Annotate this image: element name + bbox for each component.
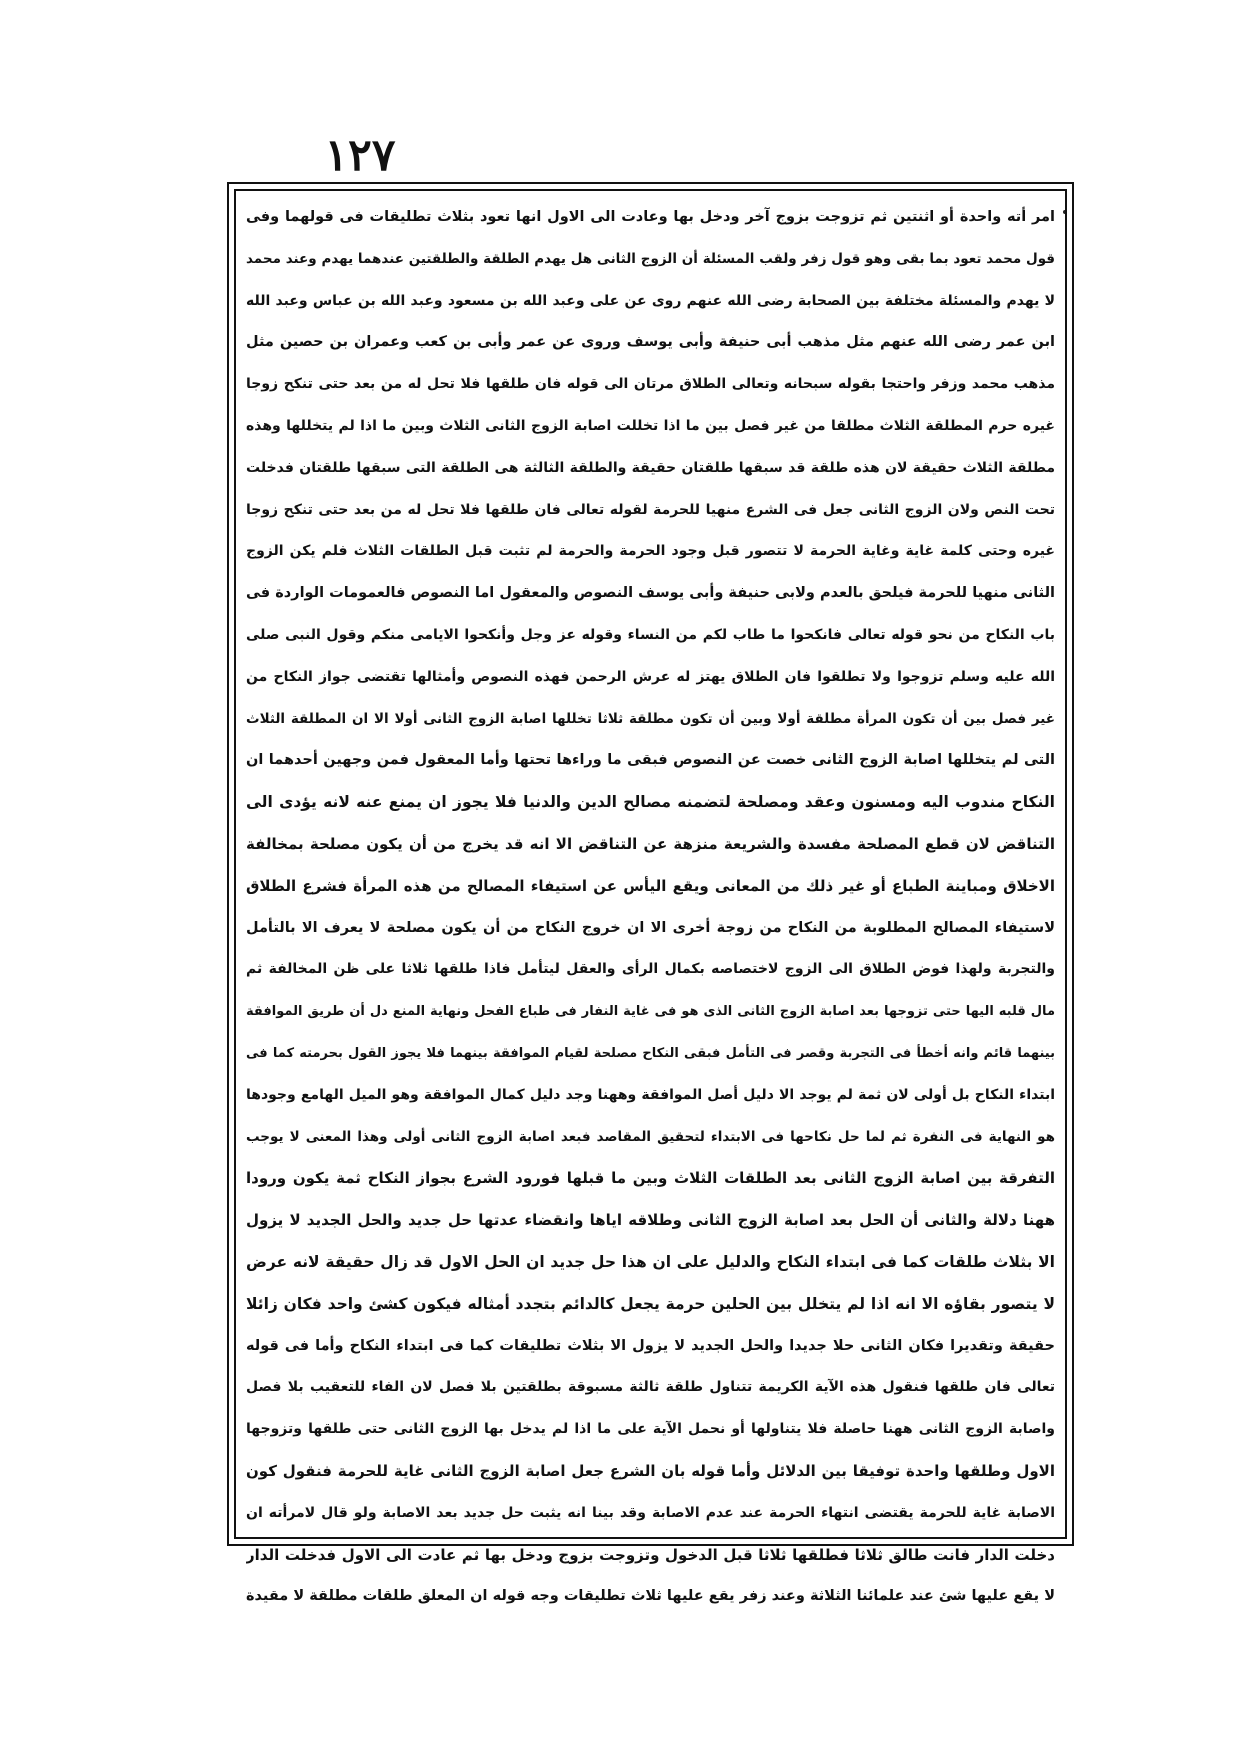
text-line: الا بثلاث طلقات كما فى ابتداء النكاح والدليل على ان هذا حل جديد ان الحل الاول قد زال حقيقة لانه عرض <box>246 1252 1055 1271</box>
text-frame-inner-border <box>234 189 1067 1605</box>
text-line: مطلقة الثلاث حقيقة لان هذه طلقة قد سبقها طلقتان حقيقة والطلقة الثالثة هى الطلقة التى سبقها طلقتان فدخلت <box>246 459 1055 476</box>
text-line: واصابة الزوج الثانى ههنا حاصلة فلا يتناولها أو نحمل الآية على ما اذا لم يدخل بها الزوج الثانى حتى طلقها وتزوجها <box>246 1421 1055 1438</box>
text-line: مذهب محمد وزفر واحتجا بقوله سبحانه وتعالى الطلاق مرتان الى قوله فان طلقها فلا تحل له من بعد حتى تنكح زوجا <box>246 376 1055 393</box>
text-line: والتجربة ولهذا فوض الطلاق الى الزوج لاختصاصه بكمال الرأى والعقل ليتأمل فاذا طلقها ثلاثا على ظن المخالفة ثم <box>246 961 1055 978</box>
text-line: الله عليه وسلم تزوجوا ولا تطلقوا فان الطلاق يهتز له عرش الرحمن فهذه النصوص وأمثالها تقتضى جواز النكاح من <box>246 668 1055 685</box>
text-line: ابتداء النكاح بل أولى لان ثمة لم يوجد الا دليل أصل الموافقة وههنا وجد دليل كمال الموافقة وهو الميل الهامع وجودها <box>246 1086 1055 1103</box>
text-line: غيره وحتى كلمة غاية وغاية الحرمة لا تتصور قبل وجود الحرمة والحرمة لم تثبت قبل الطلقات الثلاث فلم يكن الزوج <box>246 543 1055 560</box>
text-line: التناقض لان قطع المصلحة مفسدة والشريعة منزهة عن التناقض الا انه قد يخرج من أن يكون مصلحة بمخالفة <box>246 834 1055 853</box>
text-line: التى لم يتخللها اصابة الزوج الثانى خصت عن النصوص فبقى ما وراءها تحتها وأما المعقول فمن وجهين أحدهما ان <box>246 752 1055 769</box>
text-line: الاول وطلقها واحدة توفيقا بين الدلائل وأما قوله بان الشرع جعل اصابة الزوج الثانى غاية للحرمة فنقول كون <box>246 1461 1055 1480</box>
text-line: مال قلبه اليها حتى تزوجها بعد اصابة الزوج الثانى الذى هو فى غاية النفار فى طباع الفحل ونهاية المنع دل أن طريق الموافقة <box>246 1004 1055 1020</box>
text-line: لا يهدم والمسئلة مختلفة بين الصحابة رضى الله عنهم روى عن على وعبد الله بن مسعود وعبد الله بن عباس وعبد الله <box>246 292 1055 309</box>
text-line: تعالى فان طلقها فنقول هذه الآية الكريمة تتناول طلقة ثالثة مسبوقة بطلقتين بلا فصل لان الفاء للتعقيب بلا فصل <box>246 1379 1055 1396</box>
text-line: امر أته واحدة أو اثنتين ثم تزوجت بزوج آخر ودخل بها وعادت الى الاول انها تعود بثلاث تطليقات فى قولهما وفى <box>246 209 1055 225</box>
text-line: غيره حرم المطلقة الثلاث مطلقا من غير فصل بين ما اذا تخللت اصابة الزوج الثانى الثلاث وبين ما اذا لم يتخللها وهذه <box>246 417 1055 434</box>
text-line: لا يقع عليها شئ عند علمائنا الثلاثة وعند زفر يقع عليها ثلاث تطليقات وجه قوله ان المعلق طلقات مطلقة لا مقيدة <box>246 1588 1055 1605</box>
text-line: ابن عمر رضى الله عنهم مثل مذهب أبى حنيفة وأبى يوسف وروى عن عمر وأبى بن كعب وعمران بن حصين مثل <box>246 334 1055 351</box>
text-line: هو النهاية فى النفرة ثم لما حل نكاحها فى الابتداء لتحقيق المقاصد فبعد اصابة الزوج الثانى أولى وهذا المعنى لا يوجب <box>246 1128 1055 1145</box>
text-line: بينهما قائم وانه أخطأ فى التجربة وقصر فى التأمل فبقى النكاح مصلحة لقيام الموافقة بينهما فلا يجوز القول بحرمته كما فى <box>246 1045 1055 1061</box>
text-line: تحت النص ولان الزوج الثانى جعل فى الشرع منهيا للحرمة لقوله تعالى فان طلقها فلا تحل له من بعد حتى تنكح زوجا <box>246 501 1055 518</box>
body-text <box>246 197 1055 1605</box>
text-line: النكاح مندوب اليه ومسنون وعقد ومصلحة لتضمنه مصالح الدين والدنيا فلا يجوز ان يمنع عنه لانه يؤدى الى <box>246 793 1055 812</box>
text-line: لا يتصور بقاؤه الا انه اذا لم يتخلل بين الحلين حرمة يجعل كالدائم بتجدد أمثاله فيكون كشئ واحد فكان زائلا <box>246 1294 1055 1313</box>
text-line: باب النكاح من نحو قوله تعالى فانكحوا ما طاب لكم من النساء وقوله عز وجل وأنكحوا الايامى منكم وقول النبى صلى <box>246 626 1055 643</box>
text-line: غير فصل بين أن تكون المرأة مطلقة أولا وبين أن تكون مطلقة ثلاثا تخللها اصابة الزوج الثانى أولا الا ان المطلقة الثلاث <box>246 710 1055 727</box>
text-line: قول محمد تعود بما بقى وهو قول زفر ولقب المسئلة أن الزوج الثانى هل يهدم الطلقة والطلقتين عندهما يهدم وعند محمد <box>246 250 1055 267</box>
text-line: التفرقة بين اصابة الزوج الثانى بعد الطلقات الثلاث وبين ما قبلها فورود الشرع بجواز النكاح ثمة يكون ورودا <box>246 1169 1055 1188</box>
page-number: ١٢٧ <box>324 130 396 181</box>
text-line: ههنا دلالة والثانى أن الحل بعد اصابة الزوج الثانى وطلاقه اياها وانقضاء عدتها حل جديد والحل الجديد لا يزول <box>246 1211 1055 1230</box>
text-line: لاستيفاء المصالح المطلوبة من النكاح من زوجة أخرى الا ان خروج النكاح من أن يكون مصلحة لا يعرف الا بالتأمل <box>246 919 1055 936</box>
text-line: دخلت الدار فانت طالق ثلاثا فطلقها ثلاثا قبل الدخول وتزوجت بزوج ودخل بها ثم عادت الى الاول فدخلت الدار <box>246 1545 1055 1564</box>
text-line: الاخلاق ومباينة الطباع أو غير ذلك من المعانى ويقع اليأس عن استيفاء المصالح من هذه المرأة فشرع الطلاق <box>246 876 1055 895</box>
text-frame-outer-border <box>227 182 1074 1605</box>
text-line: حقيقة وتقديرا فكان الثانى حلا جديدا والحل الجديد لا يزول الا بثلاث تطليقات كما فى ابتداء النكاح وأما فى قوله <box>246 1337 1055 1354</box>
text-line: الثانى منهيا للحرمة فيلحق بالعدم ولابى حنيفة وأبى يوسف النصوص والمعقول اما النصوص فالعمومات الواردة فى <box>246 585 1055 602</box>
text-line: الاصابة غاية للحرمة يقتضى انتهاء الحرمة عند عدم الاصابة وقد بينا انه يثبت حل جديد بعد الاصابة ولو قال لامرأته ان <box>246 1504 1055 1521</box>
